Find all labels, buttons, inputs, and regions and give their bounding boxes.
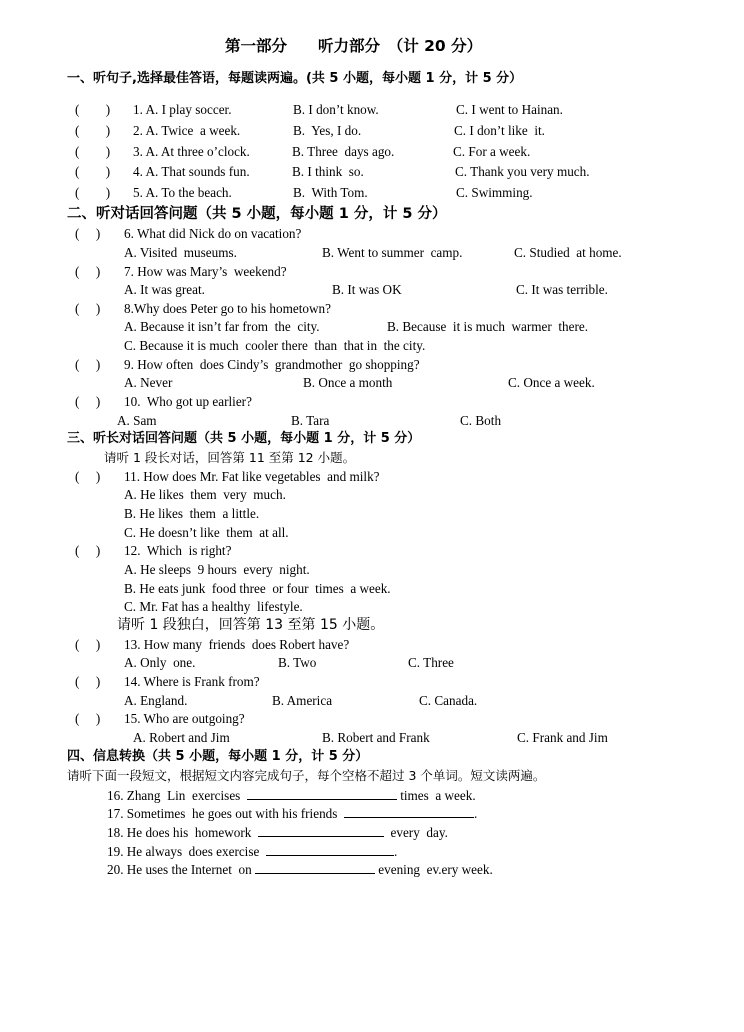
option-b: B. Two	[278, 655, 317, 670]
option-b: B. He eats junk food three or four times a week.	[124, 581, 391, 596]
sentence-start: 19. He always does exercise	[107, 844, 260, 859]
option-a: 1. A. I play soccer.	[133, 102, 232, 117]
answer-paren[interactable]: ( )	[75, 264, 101, 279]
option-a: A. England.	[124, 693, 188, 708]
option-a: A. Visited museums.	[124, 245, 237, 260]
question-19	[107, 843, 397, 860]
sentence-end: times a week.	[400, 788, 476, 803]
option-c: C. Studied at home.	[514, 245, 622, 260]
answer-blank[interactable]	[258, 824, 384, 837]
option-a: A. He likes them very much.	[124, 487, 286, 502]
option-c: C. Swimming.	[456, 185, 533, 200]
option-c: C. Once a week.	[508, 375, 595, 390]
answer-paren[interactable]: ( )	[75, 357, 101, 372]
option-b: B. Yes, I do.	[293, 123, 362, 138]
section-4-heading: 四、信息转换（共 5 小题，每小题 1 分，计 5 分）	[67, 749, 369, 764]
answer-paren[interactable]: ( )	[75, 226, 101, 241]
question-17	[107, 805, 477, 822]
question-stem: 7. How was Mary’s weekend?	[124, 264, 287, 279]
option-a: 3. A. At three o’clock.	[133, 144, 250, 159]
answer-paren[interactable]: ( )	[75, 394, 101, 409]
question-stem: 9. How often does Cindy’s grandmother go shopping?	[124, 357, 420, 372]
answer-paren[interactable]: ( )	[75, 185, 111, 200]
section-2-heading: 二、听对话回答问题（共 5 小题，每小题 1 分，计 5 分）	[67, 206, 447, 222]
option-c: C. Three	[408, 655, 454, 670]
answer-paren[interactable]: ( )	[75, 123, 111, 138]
question-stem: 12. Which is right?	[124, 543, 232, 558]
option-b: B. Because it is much warmer there.	[387, 319, 589, 334]
sentence-end: every day.	[390, 825, 448, 840]
option-b: B. Robert and Frank	[322, 730, 430, 745]
option-b: B. Once a month	[303, 375, 393, 390]
sentence-end: .	[474, 806, 478, 821]
option-c: C. Mr. Fat has a healthy lifestyle.	[124, 599, 303, 614]
option-a: 2. A. Twice a week.	[133, 123, 241, 138]
sentence-end: evening ev.ery week.	[378, 862, 493, 877]
question-stem: 14. Where is Frank from?	[124, 674, 260, 689]
option-a: A. Only one.	[124, 655, 196, 670]
option-c: C. I went to Hainan.	[456, 102, 563, 117]
section-3-instruction-2: 请听 1 段独白，回答第 13 至第 15 小题。	[117, 617, 385, 633]
option-a: 4. A. That sounds fun.	[133, 164, 250, 179]
option-c: C. I don’t like it.	[454, 123, 545, 138]
option-b: B. Tara	[291, 413, 330, 428]
answer-paren[interactable]: ( )	[75, 469, 101, 484]
answer-paren[interactable]: ( )	[75, 164, 111, 179]
question-stem: 15. Who are outgoing?	[124, 711, 245, 726]
sentence-start: 17. Sometimes he goes out with his friends	[107, 806, 338, 821]
answer-paren[interactable]: ( )	[75, 102, 111, 117]
option-b: B. Went to summer camp.	[322, 245, 463, 260]
section-3-instruction-1: 请听 1 段长对话，回答第 11 至第 12 小题。	[104, 450, 356, 465]
option-a: A. Because it isn’t far from the city.	[124, 319, 320, 334]
sentence-end: .	[393, 844, 398, 859]
answer-blank[interactable]	[255, 861, 375, 874]
option-a: 5. A. To the beach.	[133, 185, 232, 200]
option-c: C. Thank you very much.	[455, 164, 590, 179]
option-c: C. He doesn’t like them at all.	[124, 525, 289, 540]
sentence-start: 18. He does his homework	[107, 825, 252, 840]
question-stem: 6. What did Nick do on vacation?	[124, 226, 302, 241]
sentence-start: 16. Zhang Lin exercises	[107, 788, 241, 803]
question-stem: 13. How many friends does Robert have?	[124, 637, 350, 652]
question-stem: 8.Why does Peter go to his hometown?	[124, 301, 331, 316]
answer-paren[interactable]: ( )	[75, 543, 101, 558]
option-b: B. America	[272, 693, 333, 708]
section-4-instruction: 请听下面一段短文，根据短文内容完成句子，每个空格不超过 3 个单词。短文读两遍。	[67, 768, 546, 783]
answer-paren[interactable]: ( )	[75, 301, 101, 316]
option-c: C. It was terrible.	[516, 282, 608, 297]
question-20	[107, 861, 493, 878]
section-3-heading: 三、听长对话回答问题（共 5 小题，每小题 1 分，计 5 分）	[67, 431, 421, 446]
question-stem: 11. How does Mr. Fat like vegetables and milk?	[124, 469, 380, 484]
option-b: B. I think so.	[292, 164, 364, 179]
answer-paren[interactable]: ( )	[75, 144, 111, 159]
answer-blank[interactable]	[266, 843, 394, 856]
option-a: A. Never	[124, 375, 173, 390]
option-c: C. Frank and Jim	[517, 730, 608, 745]
option-a: A. Robert and Jim	[133, 730, 230, 745]
option-c: C. For a week.	[453, 144, 531, 159]
answer-paren[interactable]: ( )	[75, 711, 101, 726]
answer-blank[interactable]	[247, 787, 397, 800]
page-title: 第一部分 听力部分 （计 20 分）	[225, 37, 483, 55]
option-b: B. It was OK	[332, 282, 402, 297]
option-c: C. Canada.	[419, 693, 478, 708]
option-a: A. Sam	[117, 413, 157, 428]
question-stem: 10. Who got up earlier?	[124, 394, 252, 409]
answer-paren[interactable]: ( )	[75, 637, 101, 652]
answer-blank[interactable]	[344, 805, 474, 818]
sentence-start: 20. He uses the Internet on	[107, 862, 252, 877]
option-b: B. With Tom.	[293, 185, 368, 200]
answer-paren[interactable]: ( )	[75, 674, 101, 689]
option-b: B. He likes them a little.	[124, 506, 260, 521]
option-a: A. It was great.	[124, 282, 205, 297]
section-1-heading: 一、听句子,选择最佳答语，每题读两遍。(共 5 小题，每小题 1 分，计 5 分）	[67, 71, 523, 86]
question-16	[107, 787, 476, 804]
option-c: C. Both	[460, 413, 502, 428]
question-18	[107, 824, 448, 841]
option-c: C. Because it is much cooler there than that in the city.	[124, 338, 426, 353]
option-b: B. Three days ago.	[292, 144, 395, 159]
option-b: B. I don’t know.	[293, 102, 379, 117]
option-a: A. He sleeps 9 hours every night.	[124, 562, 310, 577]
